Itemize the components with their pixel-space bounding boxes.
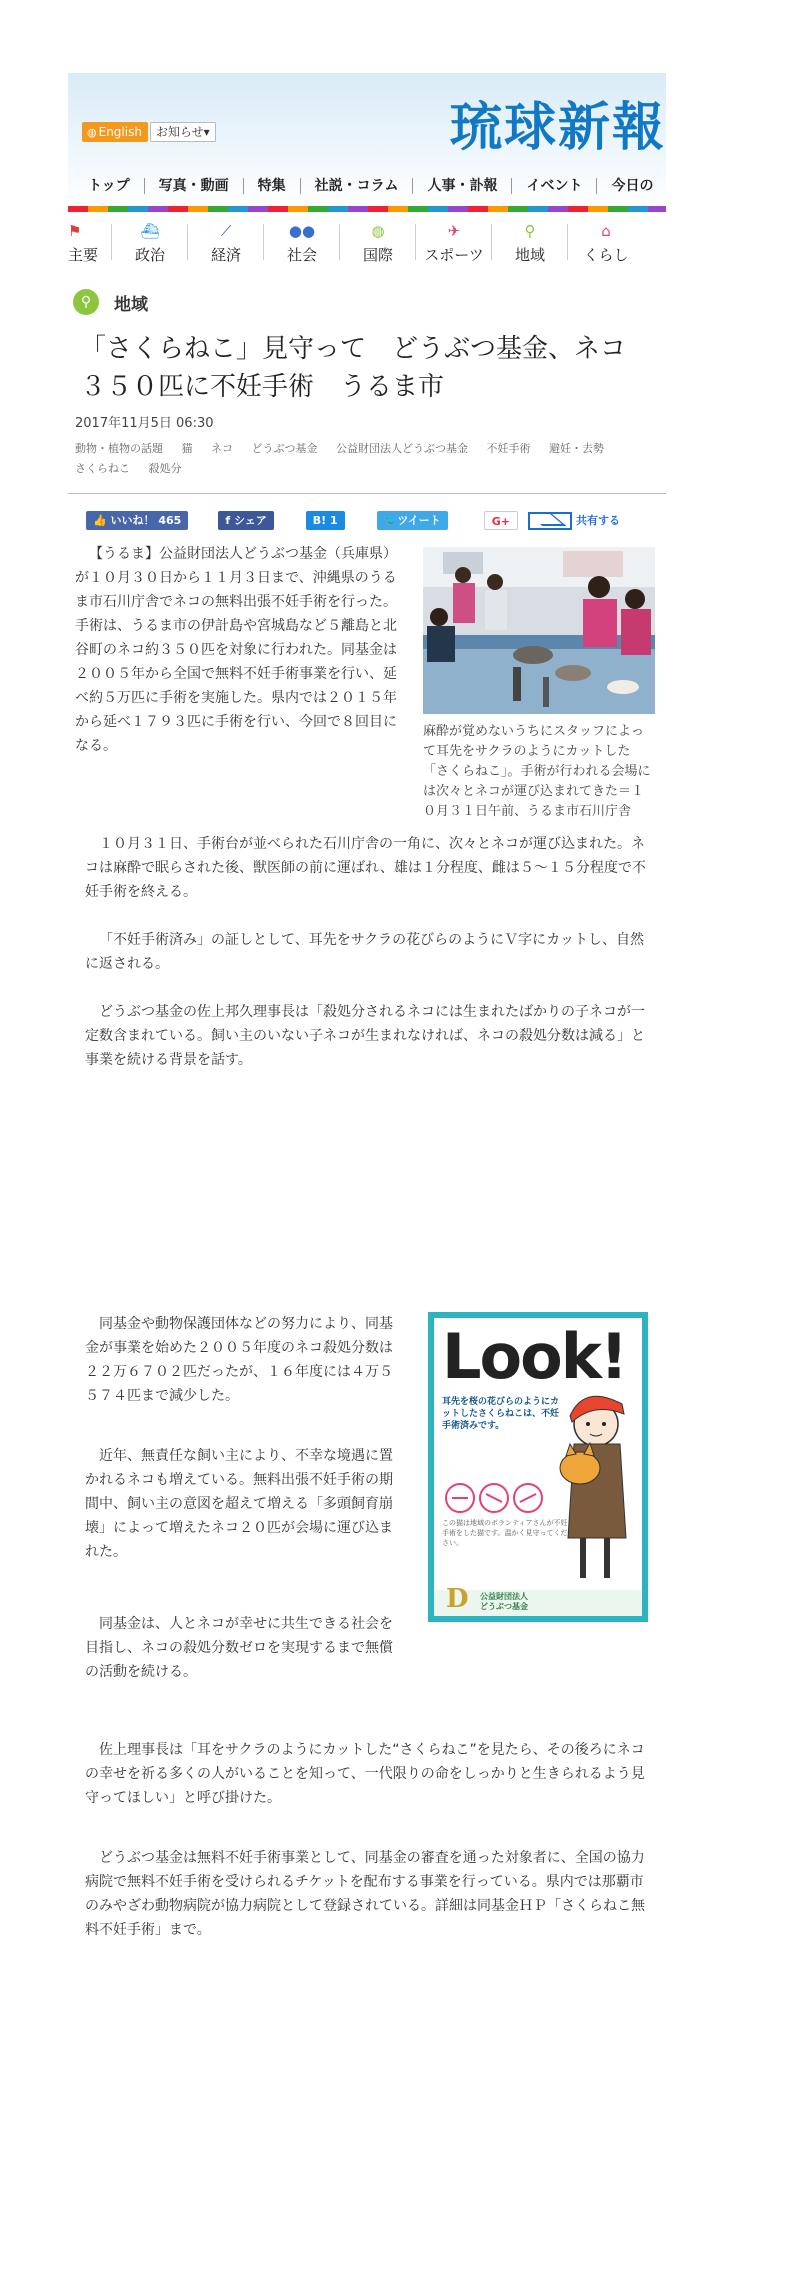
share-mail-button[interactable] <box>528 511 620 530</box>
share-bar <box>68 504 666 536</box>
nav-item-personnel[interactable]: 人事・訃報 <box>427 178 512 194</box>
paragraph: 同基金は、人とネコが幸せに共生できる社会を目指し、ネコの殺処分数ゼロを実現するまで無償の活動を続ける。 <box>85 1616 393 1680</box>
sakuraneko-poster[interactable] <box>428 1312 648 1622</box>
poster-headline: Look! <box>442 1320 627 1393</box>
tag-link[interactable]: さくらねこ <box>75 462 130 475</box>
category-society[interactable] <box>264 212 340 272</box>
google-plus-button[interactable]: G+ <box>484 511 518 530</box>
category-sports[interactable] <box>416 212 492 272</box>
location-pin-icon: ⚲ <box>73 289 99 315</box>
paragraph: どうぶつ基金の佐上邦久理事長は「殺処分されるネコには生まれたばかりの子ネコが一定数含まれている。飼い主のいない子ネコが生まれなければ、ネコの殺処分数は減る」と事業を続ける背景を話す。 <box>85 1004 645 1068</box>
tag-link[interactable]: ネコ <box>211 442 233 455</box>
paragraph-lead: 【うるま】公益財団法人どうぶつ基金（兵庫県）が１０月３０日から１１月３日まで、沖縄県のうるま市石川庁舎でネコの無料出張不妊手術を行った。手術は、うるま市の伊計島や宮城島など５離島と北谷町のネコ約３５０匹を対象に行われた。同基金は２００５年から全国で無料不妊手術事業を行い、延べ約５万匹に手術を実施した。県内では２０１５年から延べ１７９３匹に手術を行い、今回で８回目になる。 <box>75 546 397 754</box>
tag-link[interactable]: 猫 <box>181 442 193 455</box>
site-header <box>68 73 666 208</box>
flag-icon: ⚑ <box>68 222 82 240</box>
category-international[interactable] <box>340 212 416 272</box>
share-mail-label: 共有する <box>576 513 621 527</box>
tag-list <box>75 439 660 479</box>
title-line-1: 「さくらねこ」見守って どうぶつ基金、ネコ <box>80 334 627 364</box>
category-label: 社会 <box>286 246 317 264</box>
category-label: 主要 <box>68 246 99 264</box>
english-label: English <box>98 125 142 139</box>
tag-link[interactable]: 動物・植物の話題 <box>75 442 163 455</box>
poster-organization: 公益財団法人 どうぶつ基金 <box>480 1592 528 1611</box>
category-label: 国際 <box>362 246 393 264</box>
surgery-photo-illustration <box>423 547 655 714</box>
paragraph: 同基金や動物保護団体などの努力により、同基金が事業を始めた２００５年度のネコ殺処分数は２２万６７０２匹だったが、１６年度には４万５５７４匹まで減少した。 <box>85 1316 393 1404</box>
nav-item-feature[interactable]: 特集 <box>258 178 301 194</box>
nav-item-top[interactable]: トップ <box>88 178 145 194</box>
category-label: くらし <box>583 246 629 264</box>
paragraph: どうぶつ基金は無料不妊手術事業として、同基金の審査を通った対象者に、全国の協力病院で無料不妊手術を受けられるチケットを配布する事業を行っている。県内では那覇市のみやざわ動物病院が協力病院として登録されている。詳細は同基金ＨＰ「さくらねこ無料不妊手術」まで。 <box>85 1850 645 1938</box>
people-icon: ●● <box>288 222 316 240</box>
nav-item-photo-video[interactable]: 写真・動画 <box>159 178 244 194</box>
category-nav <box>68 212 666 272</box>
tag-link[interactable]: 公益財団法人どうぶつ基金 <box>336 442 468 455</box>
article-date: 2017年11月5日 06:30 <box>75 416 214 431</box>
paragraph: 近年、無責任な飼い主により、不幸な境遇に置かれるネコも増えている。無料出張不妊手術の期間中、飼い主の意図を超えて増える「多頭飼育崩壊」によって増えたネコ２０匹が会場に運び込まれた。 <box>85 1448 393 1560</box>
article-title <box>80 330 666 406</box>
ad-space <box>68 1072 666 1312</box>
trend-icon: ⟋ <box>220 222 232 240</box>
hatena-bookmark-button[interactable]: B! 1 <box>306 511 345 530</box>
poster-block <box>68 1312 666 1738</box>
category-label: 政治 <box>134 246 165 264</box>
poster-text: 耳先を桜の花びらのようにカットしたさくらねこは、不妊手術済みです。 <box>442 1397 560 1431</box>
runner-icon: ✈ <box>447 222 461 240</box>
tweet-button[interactable]: 🐦ツイート <box>377 511 448 530</box>
main-nav <box>68 173 666 201</box>
category-politics[interactable] <box>112 212 188 272</box>
category-life[interactable] <box>568 212 644 272</box>
section-heading <box>73 288 666 316</box>
lead-block <box>68 542 666 832</box>
category-region[interactable] <box>492 212 568 272</box>
like-button[interactable]: 👍 いいね！ 465 <box>86 511 188 530</box>
divider <box>68 493 666 494</box>
nav-item-editorial[interactable]: 社説・コラム <box>315 178 414 194</box>
globe-icon: ◍ <box>371 222 385 240</box>
foundation-logo-icon: D <box>446 1584 469 1614</box>
category-economy[interactable] <box>188 212 264 272</box>
envelope-icon <box>528 512 572 530</box>
tag-link[interactable]: どうぶつ基金 <box>251 442 318 455</box>
category-label: 経済 <box>210 246 241 264</box>
title-line-2: ３５０匹に不妊手術 うるま市 <box>80 372 445 402</box>
nav-item-today[interactable]: 今日の <box>611 178 654 194</box>
notice-dropdown[interactable]: お知らせ▾ <box>150 122 216 142</box>
surgery-photo[interactable] <box>423 547 655 714</box>
tag-link[interactable]: 避妊・去勢 <box>549 442 604 455</box>
category-label: 地域 <box>514 246 545 264</box>
ship-icon: ⛴ <box>140 222 160 240</box>
news-page <box>68 73 666 1942</box>
house-icon: ⌂ <box>601 222 611 240</box>
section-label[interactable]: 地域 <box>114 294 148 315</box>
paragraph: １０月３１日、手術台が並べられた石川庁舎の一角に、次々とネコが運び込まれた。ネコは麻酔で眠らされた後、獣医師の前に運ばれ、雄は１分程度、雌は５～１５分程度で不妊手術を終える。 <box>85 836 646 900</box>
paragraph: 佐上理事長は「耳をサクラのようにカットした“さくらねこ”を見たら、その後ろにネコの幸せを祈る多くの人がいることを知って、一代限りの命をしっかりと生きられるよう見守ってほしい」と呼び掛けた。 <box>85 1742 645 1806</box>
site-logo[interactable]: 琉球新報 <box>449 97 666 158</box>
paragraph: 「不妊手術済み」の証しとして、耳先をサクラの花びらのようにＶ字にカットし、自然に返される。 <box>85 932 645 972</box>
category-main[interactable] <box>68 212 112 272</box>
tag-link[interactable]: 殺処分 <box>148 462 182 475</box>
globe-icon: ◍ <box>87 126 97 139</box>
facebook-share-button[interactable]: f シェア <box>218 511 273 530</box>
tag-link[interactable]: 不妊手術 <box>486 442 531 455</box>
poster-note: この猫は地域のボランティアさんが不妊手術をした猫です。温かく見守ってください。 <box>442 1519 568 1547</box>
nav-item-event[interactable]: イベント <box>526 178 597 194</box>
location-icon: ⚲ <box>524 222 536 240</box>
category-label: スポーツ <box>424 246 484 264</box>
poster-illustration <box>434 1318 642 1616</box>
photo-caption: 麻酔が覚めないうちにスタッフによって耳先をサクラのようにカットした「さくらねこ」。手術が行われる会場には次々とネコが運び込まれてきた＝１０月３１日午前、うるま市石川庁舎 <box>423 724 651 819</box>
english-button[interactable] <box>82 122 148 142</box>
